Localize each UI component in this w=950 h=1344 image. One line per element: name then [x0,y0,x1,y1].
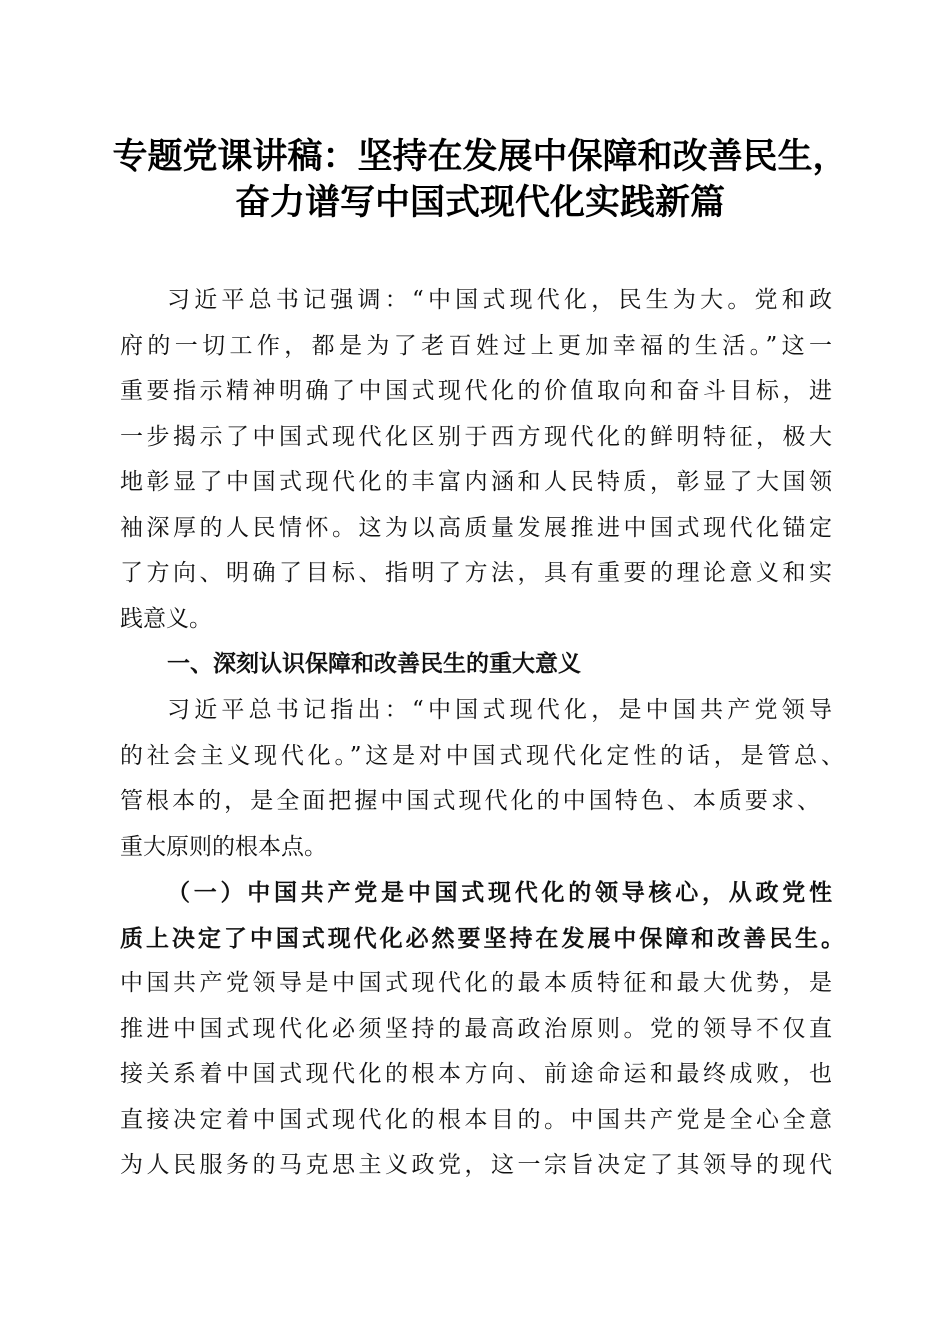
paragraph-line: 习近平总书记强调：“中国式现代化，民生为大。党和政 [167,287,832,313]
paragraph-line: 为人民服务的马克思主义政党，这一宗旨决定了其领导的现代 [120,1152,832,1178]
paragraph-line: 中国共产党领导是中国式现代化的最本质特征和最大优势，是 [120,970,832,996]
subsection-heading-line: 质上决定了中国式现代化必然要坚持在发展中保障和改善民生。 [120,924,844,952]
paragraph-line: 府的一切工作，都是为了老百姓过上更加幸福的生活。”这一 [120,332,832,359]
definition-paragraph [120,688,844,870]
intro-paragraph [120,278,832,642]
paragraph-line: 直接决定着中国式现代化的根本目的。中国共产党是全心全意 [120,1106,832,1133]
leadership-paragraph [120,961,832,1189]
paragraph-line: 重大原则的根本点。 [120,833,327,860]
section-heading [120,642,832,688]
title-line-2: 奋力谱写中国式现代化实践新篇 [234,182,725,223]
paragraph-line: 践意义。 [120,605,212,632]
paragraph-line: 接关系着中国式现代化的根本方向、前途命运和最终成败，也 [120,1061,832,1087]
paragraph-line: 地彰显了中国式现代化的丰富内涵和人民特质，彰显了大国领 [120,469,832,495]
paragraph-line: 了方向、明确了目标、指明了方法，具有重要的理论意义和实 [120,560,832,586]
title-line-1: 专题党课讲稿：坚持在发展中保障和改善民生， [112,136,848,177]
paragraph-line: 的社会主义现代化。”这是对中国式现代化定性的话，是管总、 [120,742,844,769]
paragraph-line: 习近平总书记指出：“中国式现代化，是中国共产党领导 [167,697,832,723]
subsection-heading-line: （一）中国共产党是中国式现代化的领导核心，从政党性 [167,879,832,906]
section-heading-text: 一、深刻认识保障和改善民生的重大意义 [167,651,581,677]
document-title [100,134,860,226]
subsection-heading [120,870,844,961]
paragraph-line: 管根本的，是全面把握中国式现代化的中国特色、本质要求、 [120,788,820,814]
paragraph-line: 一步揭示了中国式现代化区别于西方现代化的鲜明特征，极大 [120,423,832,450]
paragraph-line: 袖深厚的人民情怀。这为以高质量发展推进中国式现代化锚定 [120,514,832,541]
paragraph-line: 推进中国式现代化必须坚持的最高政治原则。党的领导不仅直 [120,1015,832,1042]
paragraph-line: 重要指示精神明确了中国式现代化的价值取向和奋斗目标，进 [120,378,832,404]
